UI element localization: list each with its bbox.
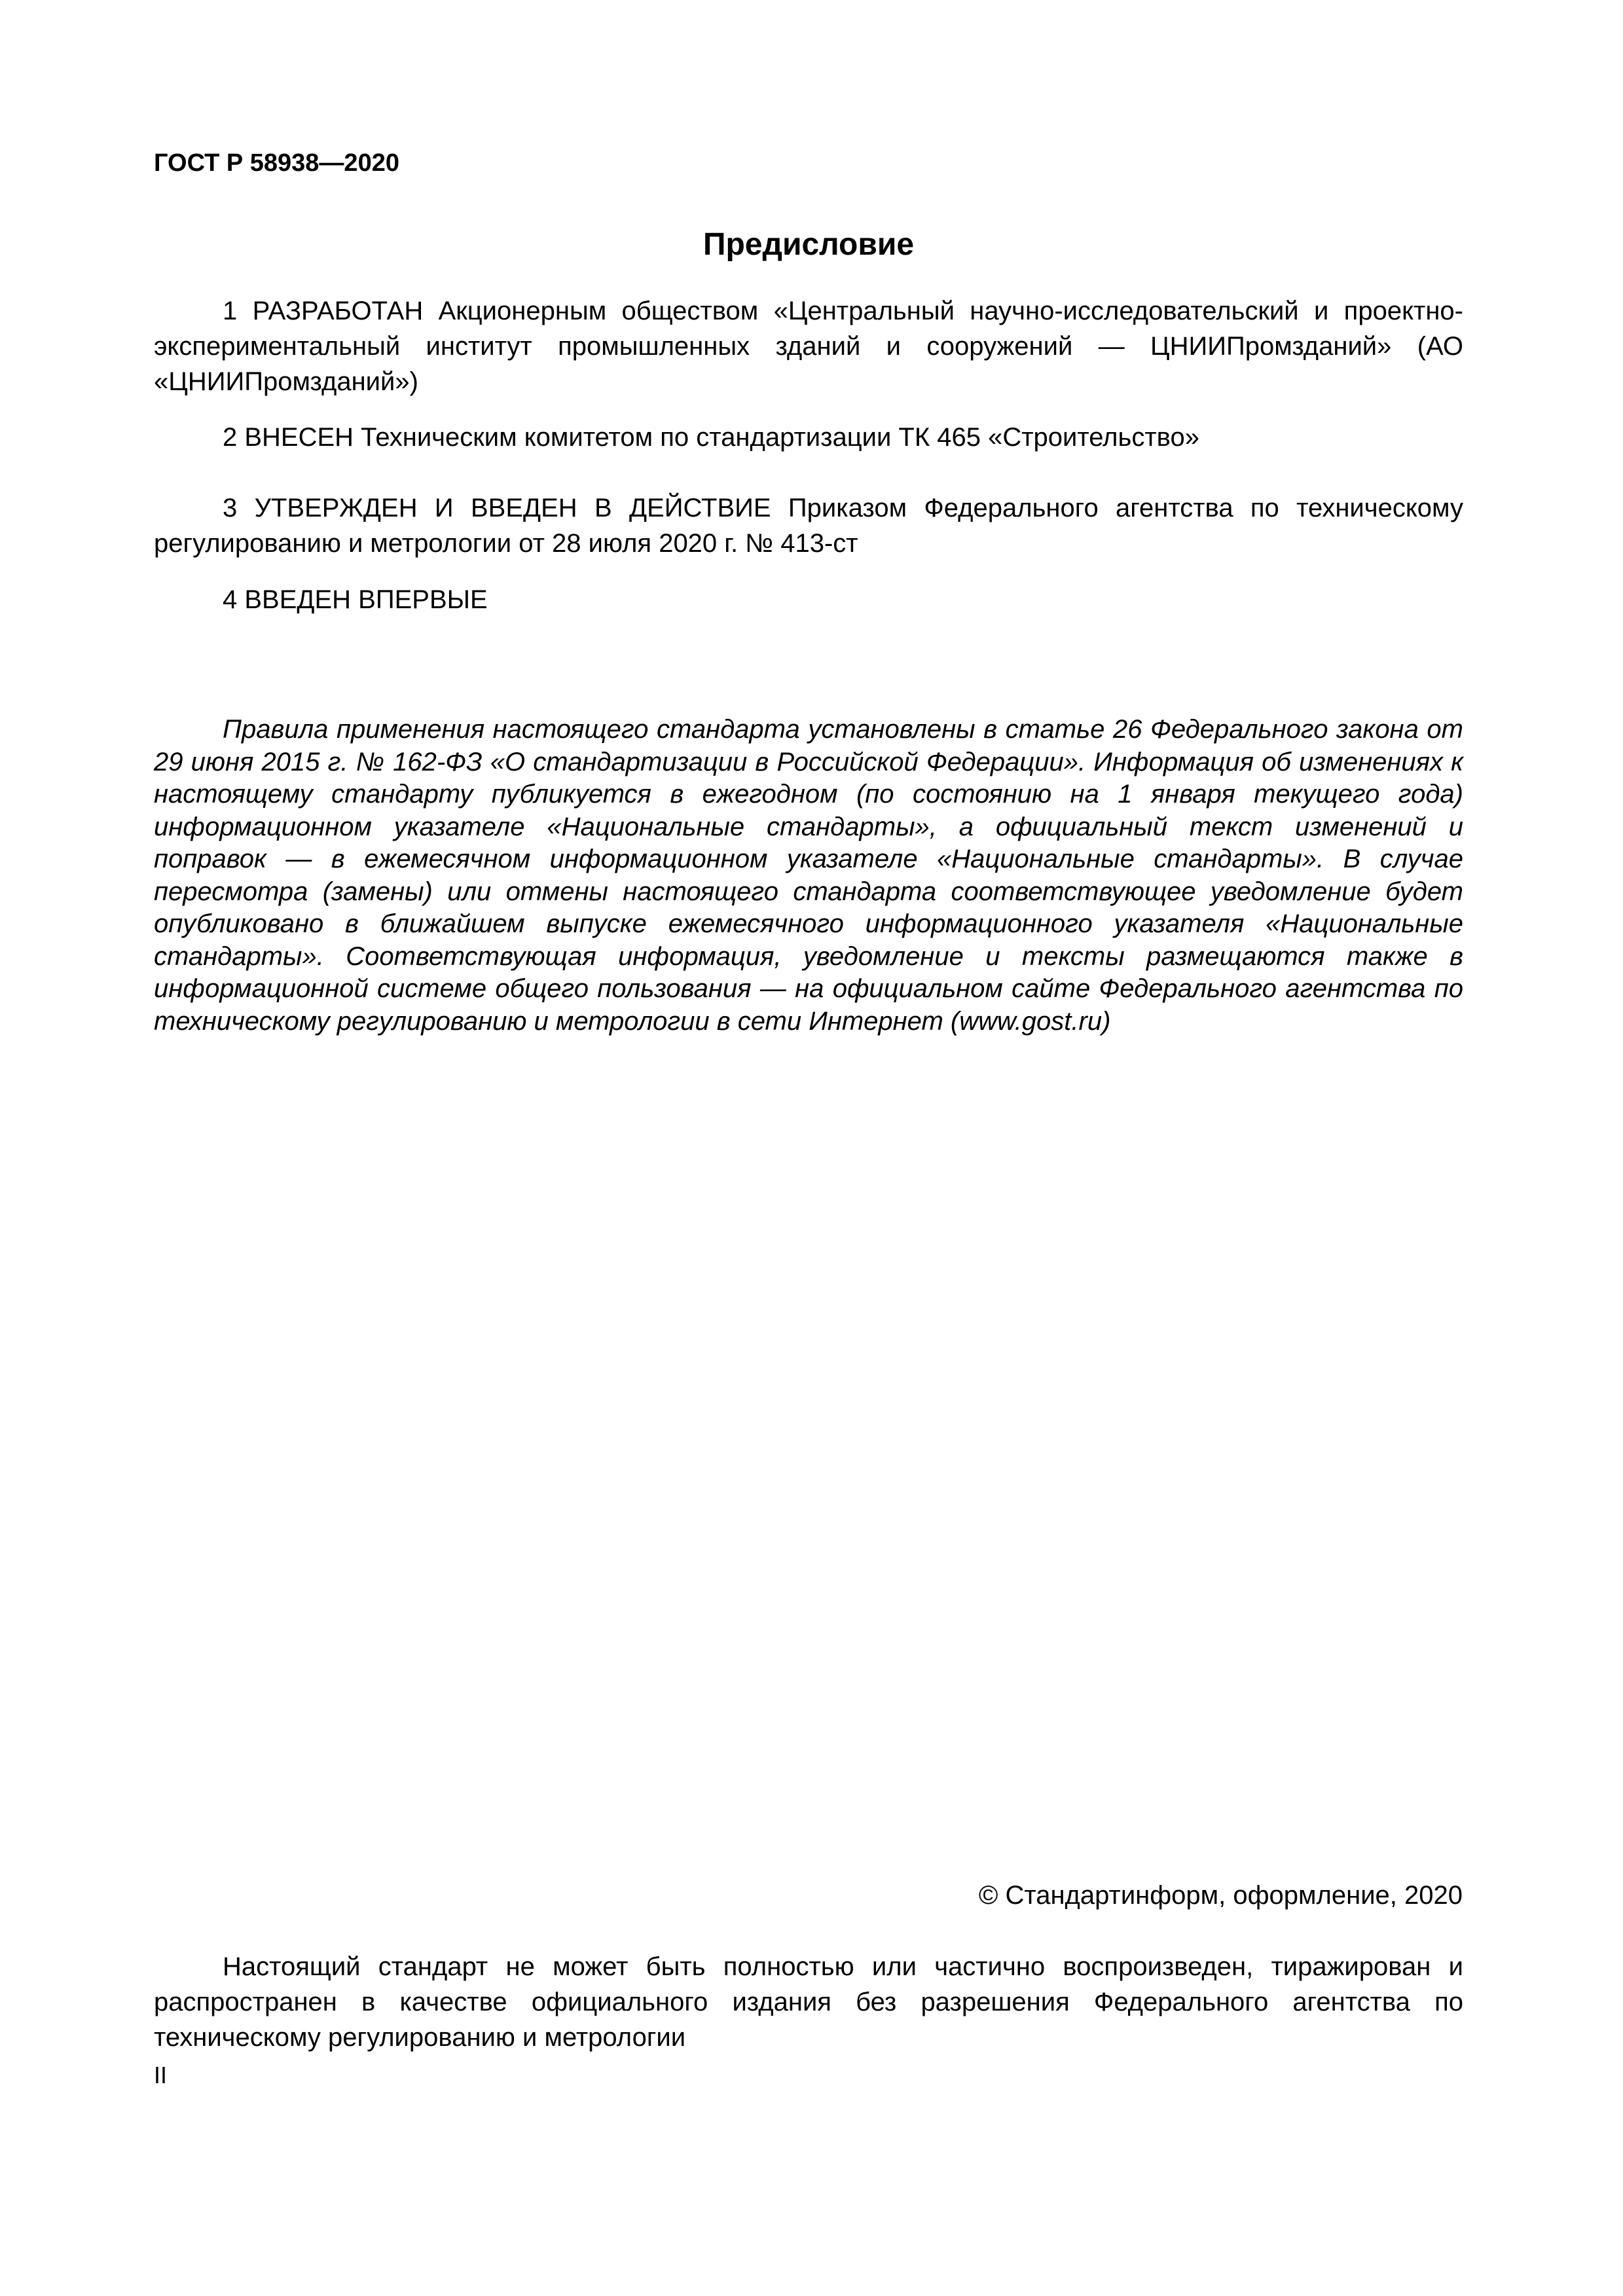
- foreword-item-3: 3 УТВЕРЖДЕН И ВВЕДЕН В ДЕЙСТВИЕ Приказом Федерального агентства по техническому регулированию и метрологии от 28 июля 2020 г. № 413-ст: [154, 494, 1463, 558]
- application-rules-notice: Правила применения настоящего стандарта установлены в статье 26 Федерального закона от 29 июня 2015 г. № 162-ФЗ «О стандартизации в Российской Федерации». Информация об изменениях к настоящему стандарту публикуется в ежегодном (по состоянию на 1 января текущего года) информационном указателе «Национальные стандарты», а официальный текст изменений и поправок — в ежемесячном информационном указателе «Национальные стандарты». В случае пересмотра (замены) или отмены настоящего стандарта соответствующее уведомление будет опубликовано в ближайшем выпуске ежемесячного информационного указателя «Национальные стандарты». Соответствующая информация, уведомление и тексты размещаются также в информационной системе общего пользования — на официальном сайте Федерального агентства по техническому регулированию и метрологии в сети Интернет (www.gost.ru): [154, 715, 1463, 1036]
- foreword-item-4: 4 ВВЕДЕН ВПЕРВЫЕ: [223, 585, 488, 614]
- copyright-line: © Стандартинформ, оформление, 2020: [978, 1881, 1463, 1910]
- foreword-item-2: 2 ВНЕСЕН Техническим комитетом по стандартизации ТК 465 «Строительство»: [223, 423, 1199, 452]
- reproduction-rights-notice: Настоящий стандарт не может быть полностью или частично воспроизведен, тиражирован и распространен в качестве официального издания без разрешения Федерального агентства по техническому регулированию и метрологии: [154, 1952, 1463, 2052]
- section-title: Предисловие: [702, 227, 915, 262]
- page-number: II: [154, 2062, 168, 2088]
- document-code: ГОСТ Р 58938—2020: [154, 149, 399, 177]
- foreword-item-1: 1 РАЗРАБОТАН Акционерным обществом «Центральный научно-исследовательский и проектно-экспериментальный институт промышленных зданий и сооружений — ЦНИИПромзданий» (АО «ЦНИИПромзданий»): [154, 297, 1463, 396]
